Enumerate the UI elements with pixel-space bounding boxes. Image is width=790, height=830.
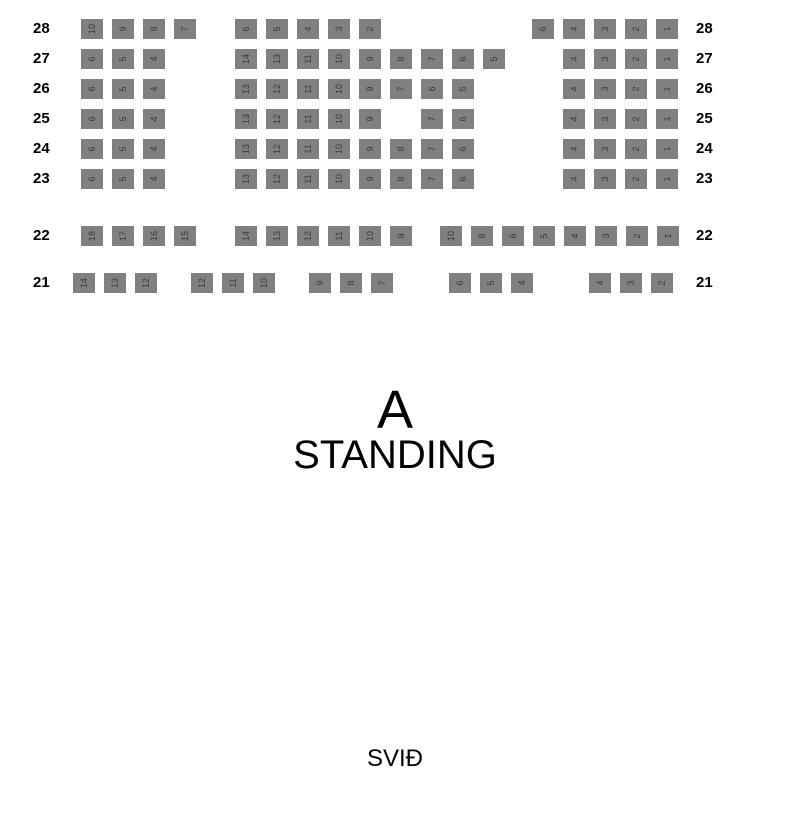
seat[interactable]: 8: [340, 273, 362, 293]
seat[interactable]: 5: [112, 109, 134, 129]
seat[interactable]: 2: [359, 19, 381, 39]
seat[interactable]: 6: [81, 169, 103, 189]
seat[interactable]: 4: [563, 169, 585, 189]
seat[interactable]: 4: [563, 109, 585, 129]
seat[interactable]: 13: [266, 49, 288, 69]
seat[interactable]: 3: [594, 79, 616, 99]
row-label-right: 27: [696, 50, 713, 67]
seat[interactable]: 16: [143, 226, 165, 246]
row-label-left: 27: [33, 50, 50, 67]
seat[interactable]: 7: [421, 169, 443, 189]
seat[interactable]: 1: [656, 109, 678, 129]
seat[interactable]: 3: [620, 273, 642, 293]
seat[interactable]: 4: [563, 79, 585, 99]
seat[interactable]: 1: [656, 139, 678, 159]
row-label-left: 23: [33, 170, 50, 187]
seat[interactable]: 10: [359, 226, 381, 246]
row-label-left: 25: [33, 110, 50, 127]
row-label-right: 23: [696, 170, 713, 187]
seat[interactable]: 6: [449, 273, 471, 293]
seat[interactable]: 10: [440, 226, 462, 246]
seat[interactable]: 2: [625, 169, 647, 189]
seat[interactable]: 1: [656, 19, 678, 39]
seat[interactable]: 13: [235, 79, 257, 99]
seat[interactable]: 5: [480, 273, 502, 293]
seat[interactable]: 3: [594, 19, 616, 39]
seat[interactable]: 11: [297, 169, 319, 189]
seat[interactable]: 9: [390, 226, 412, 246]
seat[interactable]: 13: [104, 273, 126, 293]
seat[interactable]: 7: [174, 19, 196, 39]
row-label-left: 26: [33, 80, 50, 97]
seat[interactable]: 3: [595, 226, 617, 246]
seat[interactable]: 7: [371, 273, 393, 293]
row-label-left: 21: [33, 274, 50, 291]
seat[interactable]: 12: [297, 226, 319, 246]
seat[interactable]: 10: [253, 273, 275, 293]
seat[interactable]: 6: [532, 19, 554, 39]
seat[interactable]: 5: [112, 169, 134, 189]
seat[interactable]: 3: [328, 19, 350, 39]
seat[interactable]: 2: [625, 139, 647, 159]
row-label-left: 22: [33, 227, 50, 244]
seat[interactable]: 12: [266, 79, 288, 99]
seat[interactable]: 6: [235, 19, 257, 39]
seat[interactable]: 6: [421, 79, 443, 99]
seat[interactable]: 13: [235, 139, 257, 159]
seat[interactable]: 6: [81, 79, 103, 99]
seat[interactable]: 9: [359, 139, 381, 159]
seat[interactable]: 18: [81, 226, 103, 246]
seat[interactable]: 9: [112, 19, 134, 39]
seat[interactable]: 6: [81, 49, 103, 69]
seat[interactable]: 3: [594, 49, 616, 69]
seat[interactable]: 9: [359, 79, 381, 99]
seat[interactable]: 13: [266, 226, 288, 246]
seat[interactable]: 5: [112, 49, 134, 69]
seat[interactable]: 8: [390, 139, 412, 159]
seat[interactable]: 10: [328, 139, 350, 159]
seat[interactable]: 7: [390, 79, 412, 99]
seat[interactable]: 15: [174, 226, 196, 246]
seat[interactable]: 6: [452, 109, 474, 129]
seat[interactable]: 4: [143, 49, 165, 69]
seat[interactable]: 6: [452, 139, 474, 159]
seat[interactable]: 2: [625, 49, 647, 69]
seat[interactable]: 4: [564, 226, 586, 246]
seat[interactable]: 5: [112, 139, 134, 159]
seat[interactable]: 12: [266, 139, 288, 159]
seat[interactable]: 14: [235, 226, 257, 246]
seat[interactable]: 10: [328, 169, 350, 189]
seat[interactable]: 11: [328, 226, 350, 246]
seat[interactable]: 6: [452, 49, 474, 69]
seat[interactable]: 3: [594, 139, 616, 159]
seat[interactable]: 1: [656, 79, 678, 99]
row-label-right: 26: [696, 80, 713, 97]
seat[interactable]: 12: [135, 273, 157, 293]
seat[interactable]: 5: [112, 79, 134, 99]
seat[interactable]: 12: [266, 169, 288, 189]
seat[interactable]: 2: [651, 273, 673, 293]
seat[interactable]: 7: [421, 49, 443, 69]
seat[interactable]: 8: [390, 169, 412, 189]
row-label-left: 28: [33, 20, 50, 37]
seat[interactable]: 1: [657, 226, 679, 246]
seat[interactable]: 4: [563, 49, 585, 69]
seat[interactable]: 7: [421, 139, 443, 159]
seat[interactable]: 10: [328, 109, 350, 129]
row-label-right: 28: [696, 20, 713, 37]
seat[interactable]: 8: [390, 49, 412, 69]
row-label-right: 22: [696, 227, 713, 244]
seat[interactable]: 11: [297, 109, 319, 129]
seat[interactable]: 14: [235, 49, 257, 69]
seat[interactable]: 9: [309, 273, 331, 293]
seat[interactable]: 4: [143, 139, 165, 159]
row-label-left: 24: [33, 140, 50, 157]
seat[interactable]: 3: [594, 169, 616, 189]
seat[interactable]: 12: [191, 273, 213, 293]
seat[interactable]: 4: [143, 79, 165, 99]
stage-label: SVIÐ: [366, 745, 423, 772]
seat[interactable]: 5: [483, 49, 505, 69]
seat[interactable]: 4: [589, 273, 611, 293]
seat[interactable]: 13: [235, 109, 257, 129]
seat[interactable]: 2: [625, 109, 647, 129]
seat[interactable]: 6: [81, 109, 103, 129]
seat[interactable]: 6: [452, 169, 474, 189]
row-label-right: 21: [696, 274, 713, 291]
seat[interactable]: 11: [297, 139, 319, 159]
seat[interactable]: 10: [328, 49, 350, 69]
seat[interactable]: 9: [359, 169, 381, 189]
seat[interactable]: 1: [656, 169, 678, 189]
seat[interactable]: 2: [625, 19, 647, 39]
seat[interactable]: 9: [359, 49, 381, 69]
seat[interactable]: 4: [143, 169, 165, 189]
seat[interactable]: 10: [81, 19, 103, 39]
row-label-right: 24: [696, 140, 713, 157]
seat[interactable]: 3: [594, 109, 616, 129]
seat[interactable]: 5: [266, 19, 288, 39]
seat[interactable]: 2: [625, 79, 647, 99]
section-name: STANDING: [293, 433, 497, 477]
seat[interactable]: 6: [502, 226, 524, 246]
seat[interactable]: 4: [563, 139, 585, 159]
seat[interactable]: 4: [297, 19, 319, 39]
seat[interactable]: 5: [533, 226, 555, 246]
seat[interactable]: 4: [563, 19, 585, 39]
seat[interactable]: 14: [73, 273, 95, 293]
seat[interactable]: 8: [471, 226, 493, 246]
seat[interactable]: 5: [452, 79, 474, 99]
seat[interactable]: 17: [112, 226, 134, 246]
seat[interactable]: 4: [511, 273, 533, 293]
row-label-right: 25: [696, 110, 713, 127]
seat[interactable]: 8: [143, 19, 165, 39]
seat[interactable]: 12: [266, 109, 288, 129]
seat[interactable]: 9: [359, 109, 381, 129]
seat[interactable]: 6: [81, 139, 103, 159]
seat[interactable]: 10: [328, 79, 350, 99]
seat[interactable]: 7: [421, 109, 443, 129]
seat[interactable]: 4: [143, 109, 165, 129]
seat[interactable]: 11: [222, 273, 244, 293]
seat[interactable]: 2: [626, 226, 648, 246]
seat[interactable]: 11: [297, 49, 319, 69]
section-letter: A: [376, 380, 414, 440]
seat[interactable]: 1: [656, 49, 678, 69]
seat[interactable]: 13: [235, 169, 257, 189]
seat[interactable]: 11: [297, 79, 319, 99]
